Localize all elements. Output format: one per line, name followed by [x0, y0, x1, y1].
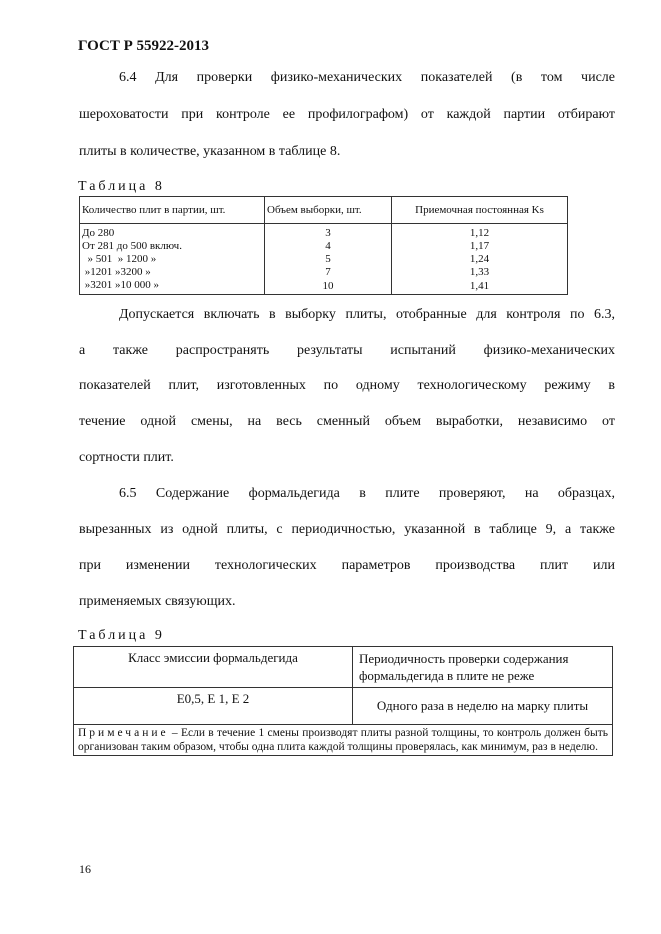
- table-cell: 4: [265, 240, 392, 253]
- para-allowed-line-1: Допускается включать в выборку плиты, отобранные для контроля по 6.3,: [119, 307, 615, 322]
- table-cell: » 501 » 1200 »: [80, 253, 265, 266]
- table-cell: 1,12: [392, 224, 568, 241]
- table-cell: »3201 »10 000 »: [80, 279, 265, 295]
- table-8-header-acceptance-constant: Приемочная постоянная Ks: [392, 197, 568, 224]
- table-cell: До 280: [80, 224, 265, 241]
- table-row: [80, 253, 568, 266]
- table-9-cell-periodicity: Одного раза в неделю на марку плиты: [353, 688, 613, 725]
- table-9-caption: Таблица 9: [78, 628, 165, 643]
- table-8-caption: Таблица 8: [78, 179, 165, 194]
- table-cell: 1,17: [392, 240, 568, 253]
- table-cell: 3: [265, 224, 392, 241]
- table-row: [80, 240, 568, 253]
- table-cell: »1201 »3200 »: [80, 266, 265, 279]
- table-row: [80, 279, 568, 295]
- table-cell: 5: [265, 253, 392, 266]
- table-cell: 1,41: [392, 279, 568, 295]
- table-8-header-sample-size: Объем выборки, шт.: [265, 197, 392, 224]
- para-6-5-line-1: 6.5 Содержание формальдегида в плите проверяют, на образцах,: [119, 486, 615, 501]
- table-cell: 7: [265, 266, 392, 279]
- table-9-cell-emission-class: E0,5, E 1, E 2: [74, 688, 353, 725]
- para-6-5-line-4: применяемых связующих.: [79, 594, 236, 609]
- document-header: ГОСТ Р 55922-2013: [78, 38, 210, 54]
- para-6-5-line-3: при изменении технологических параметров производства плит или: [79, 558, 615, 573]
- table-cell: От 281 до 500 включ.: [80, 240, 265, 253]
- table-9-header-periodicity: Периодичность проверки содержания формальдегида в плите не реже: [353, 647, 613, 688]
- para-allowed-line-2: а также распространять результаты испытаний физико-механических: [79, 343, 615, 358]
- table-8-header-quantity: Количество плит в партии, шт.: [80, 197, 265, 224]
- para-6-4-line-2: шероховатости при контроле ее профилографом) от каждой партии отбирают: [79, 107, 615, 122]
- para-allowed-line-3: показателей плит, изготовленных по одному технологическому режиму в: [79, 378, 615, 393]
- table-cell: 1,33: [392, 266, 568, 279]
- table-cell: 10: [265, 279, 392, 295]
- table-row: [80, 266, 568, 279]
- page-number: 16: [79, 862, 91, 876]
- table-9-note: [74, 725, 613, 756]
- table-9-note-label: Примечание: [78, 727, 169, 739]
- table-9-note-text: – Если в течение 1 смены производят плиты разной толщины, то контроль должен быть организован таким образом, чтобы одна плита каждой толщины проверялась, как минимум, раз в неделю.: [78, 727, 608, 753]
- table-8: [79, 196, 568, 295]
- para-allowed-line-4: течение одной смены, на весь сменный объем выработки, независимо от: [79, 414, 615, 429]
- table-row: [80, 224, 568, 241]
- table-9: [73, 646, 613, 756]
- para-6-5-line-2: вырезанных из одной плиты, с периодичностью, указанной в таблице 9, а также: [79, 522, 615, 537]
- table-cell: 1,24: [392, 253, 568, 266]
- para-6-4-line-1: 6.4 Для проверки физико-механических показателей (в том числе: [119, 70, 615, 85]
- para-6-4-line-3: плиты в количестве, указанном в таблице 8.: [79, 144, 341, 159]
- table-9-header-emission-class: Класс эмиссии формальдегида: [74, 647, 353, 688]
- para-allowed-line-5: сортности плит.: [79, 450, 174, 465]
